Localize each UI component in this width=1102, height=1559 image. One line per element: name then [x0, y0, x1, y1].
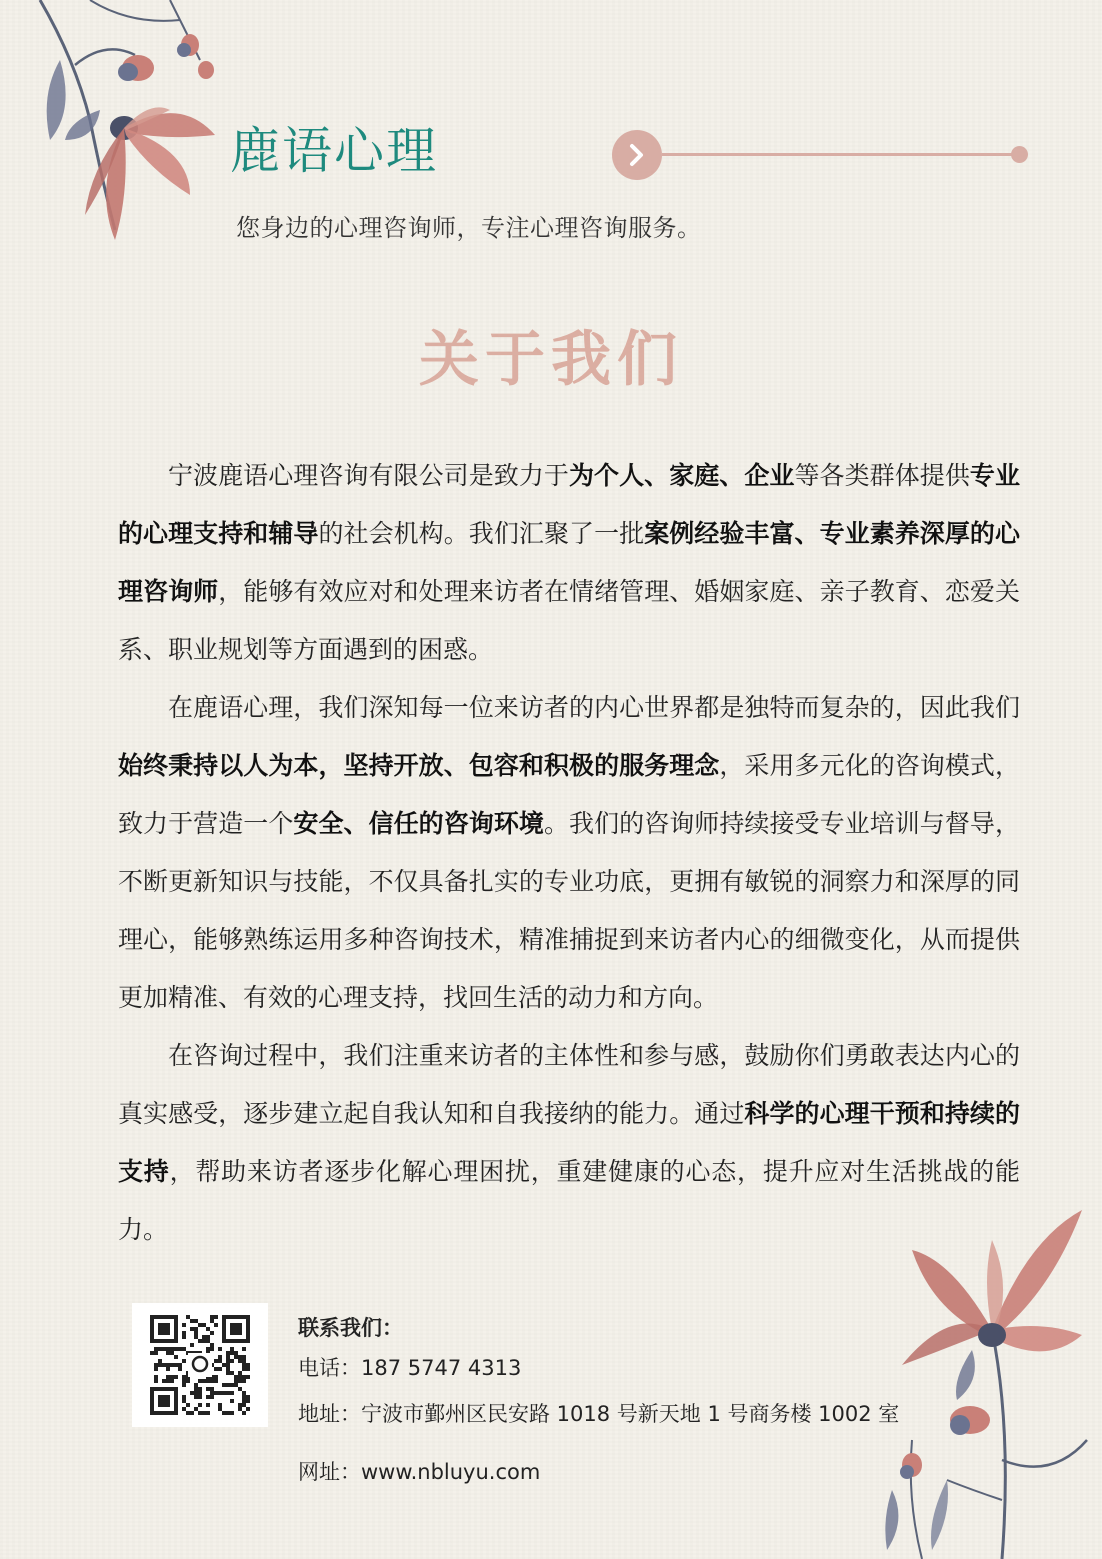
- body-paragraph: [118, 1027, 1020, 1259]
- body-paragraph: [118, 447, 1020, 679]
- contact-heading: 联系我们：: [298, 1316, 403, 1340]
- body-text-run: 的社会机构。我们汇聚了一批: [318, 519, 645, 548]
- floral-decoration-top-icon: [20, 0, 250, 250]
- contact-website[interactable]: 网址：www.nbluyu.com: [298, 1460, 541, 1484]
- about-body: [118, 447, 1020, 1259]
- brand-title: 鹿语心理: [230, 122, 438, 180]
- emphasis-text: 专业的心理支持和辅导: [118, 461, 1020, 548]
- body-text-run: 在鹿语心理，我们深知每一位来访者的内心世界都是独特而复杂的，因此我们: [168, 693, 1020, 722]
- qr-code-icon: [148, 1315, 252, 1415]
- emphasis-text: 始终秉持以人为本，坚持开放、包容和积极的服务理念: [118, 751, 720, 780]
- body-text-run: 。我们的咨询师持续接受专业培训与督导，不断更新知识与技能，不仅具备扎实的专业功底，更拥有敏锐的洞察力和深厚的同理心，能够熟练运用多种咨询技术，精准捕捉到来访者内心的细微变化，从而提供更加精准、有效的心理支持，找回生活的动力和方向。: [118, 809, 1020, 1012]
- decorative-line: [662, 153, 1018, 156]
- contact-address: 地址：宁波市鄞州区民安路 1018 号新天地 1 号商务楼 1002 室: [298, 1402, 900, 1426]
- body-text-run: 等各类群体提供: [794, 461, 970, 490]
- body-paragraph: [118, 679, 1020, 1027]
- body-text-run: ，能够有效应对和处理来访者在情绪管理、婚姻家庭、亲子教育、恋爱关系、职业规划等方面遇到的困惑。: [118, 577, 1020, 664]
- section-title: 关于我们: [419, 325, 683, 395]
- chevron-right-icon: [624, 142, 650, 168]
- qr-code: [132, 1303, 268, 1427]
- contact-phone: 电话：187 5747 4313: [298, 1356, 522, 1380]
- arrow-button[interactable]: [612, 130, 662, 180]
- body-text-run: 在咨询过程中，我们注重来访者的主体性和参与感，鼓励你们勇敢表达内心的真实感受，逐步建立起自我认知和自我接纳的能力。通过: [118, 1041, 1020, 1128]
- emphasis-text: 案例经验丰富、专业素养深厚的心理咨询师: [118, 519, 1020, 606]
- body-text-run: 宁波鹿语心理咨询有限公司是致力于: [168, 461, 569, 490]
- emphasis-text: 为个人、家庭、企业: [568, 461, 795, 490]
- emphasis-text: 科学的心理干预和持续的支持: [118, 1099, 1020, 1186]
- body-text-run: ，帮助来访者逐步化解心理困扰，重建健康的心态，提升应对生活挑战的能力。: [118, 1157, 1020, 1244]
- decorative-dot: [1011, 146, 1028, 163]
- body-text-run: ，采用多元化的咨询模式，致力于营造一个: [118, 751, 1020, 838]
- brand-tagline: 您身边的心理咨询师，专注心理咨询服务。: [236, 214, 702, 242]
- emphasis-text: 安全、信任的咨询环境: [293, 809, 544, 838]
